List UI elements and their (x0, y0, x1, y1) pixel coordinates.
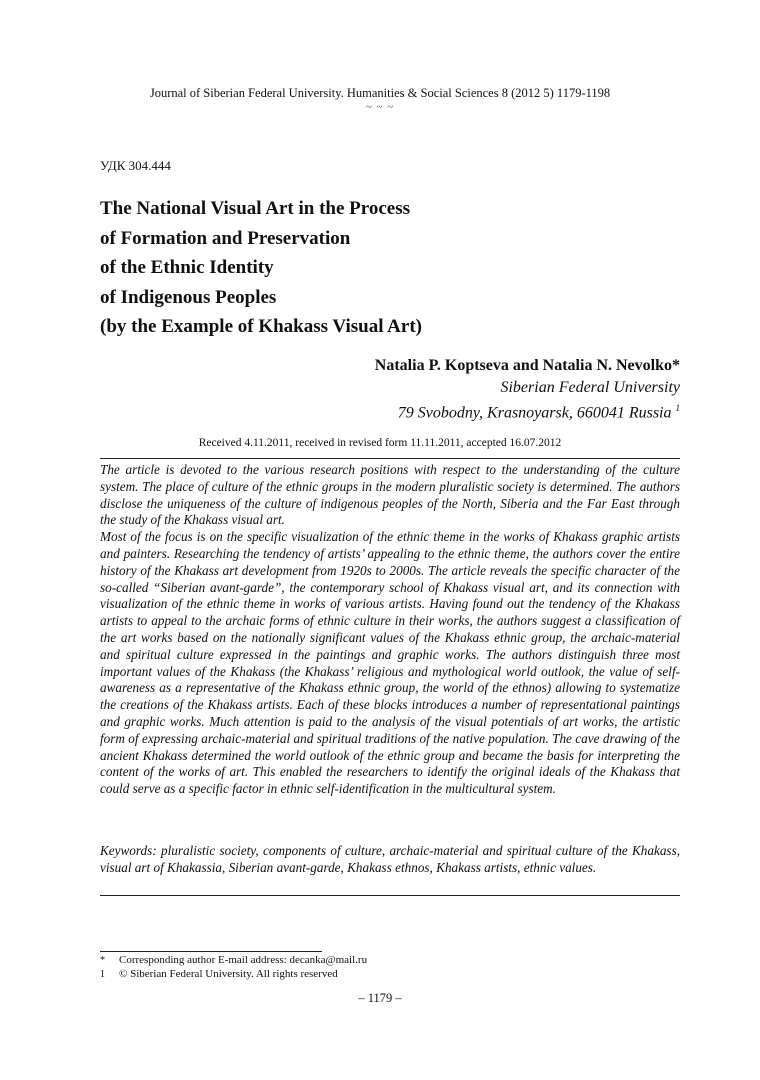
address-footnote-mark: 1 (675, 403, 680, 413)
received-dates: Received 4.11.2011, received in revised form 11.11.2011, accepted 16.07.2012 (198, 437, 562, 449)
footnote (100, 967, 338, 982)
footnote-text: Corresponding author E-mail address: decanka@mail.ru (119, 954, 368, 966)
author-address-line (375, 398, 680, 424)
title-line: (by the Example of Khakass Visual Art) (100, 316, 422, 337)
abstract-top-rule (100, 458, 680, 459)
title-line: of the Ethnic Identity (100, 257, 274, 278)
title-line: of Formation and Preservation (100, 227, 351, 249)
footnote-text: © Siberian Federal University. All rights reserved (119, 968, 338, 980)
footnote (100, 953, 367, 968)
udk-code: УДК 304.444 (100, 158, 171, 173)
footnote-mark: * (100, 955, 105, 966)
author-block (375, 355, 680, 424)
keywords: Keywords: pluralistic society, components of culture, archaic-material and spiritual culture of the Khakass, visual art of Khakassia, Siberian avant-garde, Khakass ethnos, Khakass artists, ethnic values. (100, 843, 680, 875)
footnote-mark: 1 (100, 969, 105, 980)
paper-title (100, 194, 660, 342)
page-number: – 1179 – (358, 991, 402, 1005)
author-affiliation: Siberian Federal University (500, 378, 680, 396)
abstract-paragraph: Most of the focus is on the specific visualization of the ethnic theme in the works of Khakass graphic artists and painters. Researching the tendency of artists’ appealing to the ethnic theme, the authors cover the entire history of the Khakass art development from 1920s to 2000s. The article reveals the specific character of the so-called “Siberian avant-garde”, the contemporary school of Khakass visual art, and its connection with visualization of the ethnic theme in works of various artists. Having found out the tendency of the Khakass artists to appeal to the archaic forms of ethnic culture in their works, the authors suggest a classification of the art works based on the nationally significant values of the Khakass ethnic group, the archaic-material and spiritual culture expressed in the paintings and graphic works. The authors distinguish three most important values of the Khakass (the Khakass’ religious and mythological world outlook, the value of self-awareness as a representative of the Khakass ethnic group, the world of the ethnos) allowing to systematize the creations of the Khakass artists. Each of these blocks introduces a number of representational paintings and graphic works. Much attention is paid to the analysis of the visual potentials of art works, the artistic form of expressing archaic-material and spiritual traditions of the native population. The cave drawing of the ancient Khakass determined the world outlook of the ethnic group and became the basis for interpreting the content of the works of art. This enabled the researchers to identify the original ideals of the Khakass that could serve as a specific factor in ethnic self-identification in the multicultural system. (100, 529, 680, 797)
title-line: of Indigenous Peoples (100, 286, 277, 308)
journal-header: Journal of Siberian Federal University. Humanities & Social Sciences 8 (2012 5) 1179-1198 (149, 86, 611, 100)
header-separator: ~ ~ ~ (365, 101, 395, 113)
title-line: The National Visual Art in the Process (100, 198, 410, 219)
author-address: 79 Svobodny, Krasnoyarsk, 660041 Russia (397, 404, 672, 422)
abstract-paragraph: The article is devoted to the various research positions with respect to the understanding of the culture system. The place of culture of the ethnic groups in the modern pluralistic society is determined. The authors disclose the uniqueness of the culture of indigenous peoples of the North, Siberia and the Far East through the study of the Khakass visual art. (100, 462, 680, 528)
abstract (100, 462, 680, 798)
abstract-bottom-rule (100, 895, 680, 896)
footnote-rule (100, 951, 322, 952)
author-names: Natalia P. Koptseva and Natalia N. Nevolko* (374, 357, 680, 374)
